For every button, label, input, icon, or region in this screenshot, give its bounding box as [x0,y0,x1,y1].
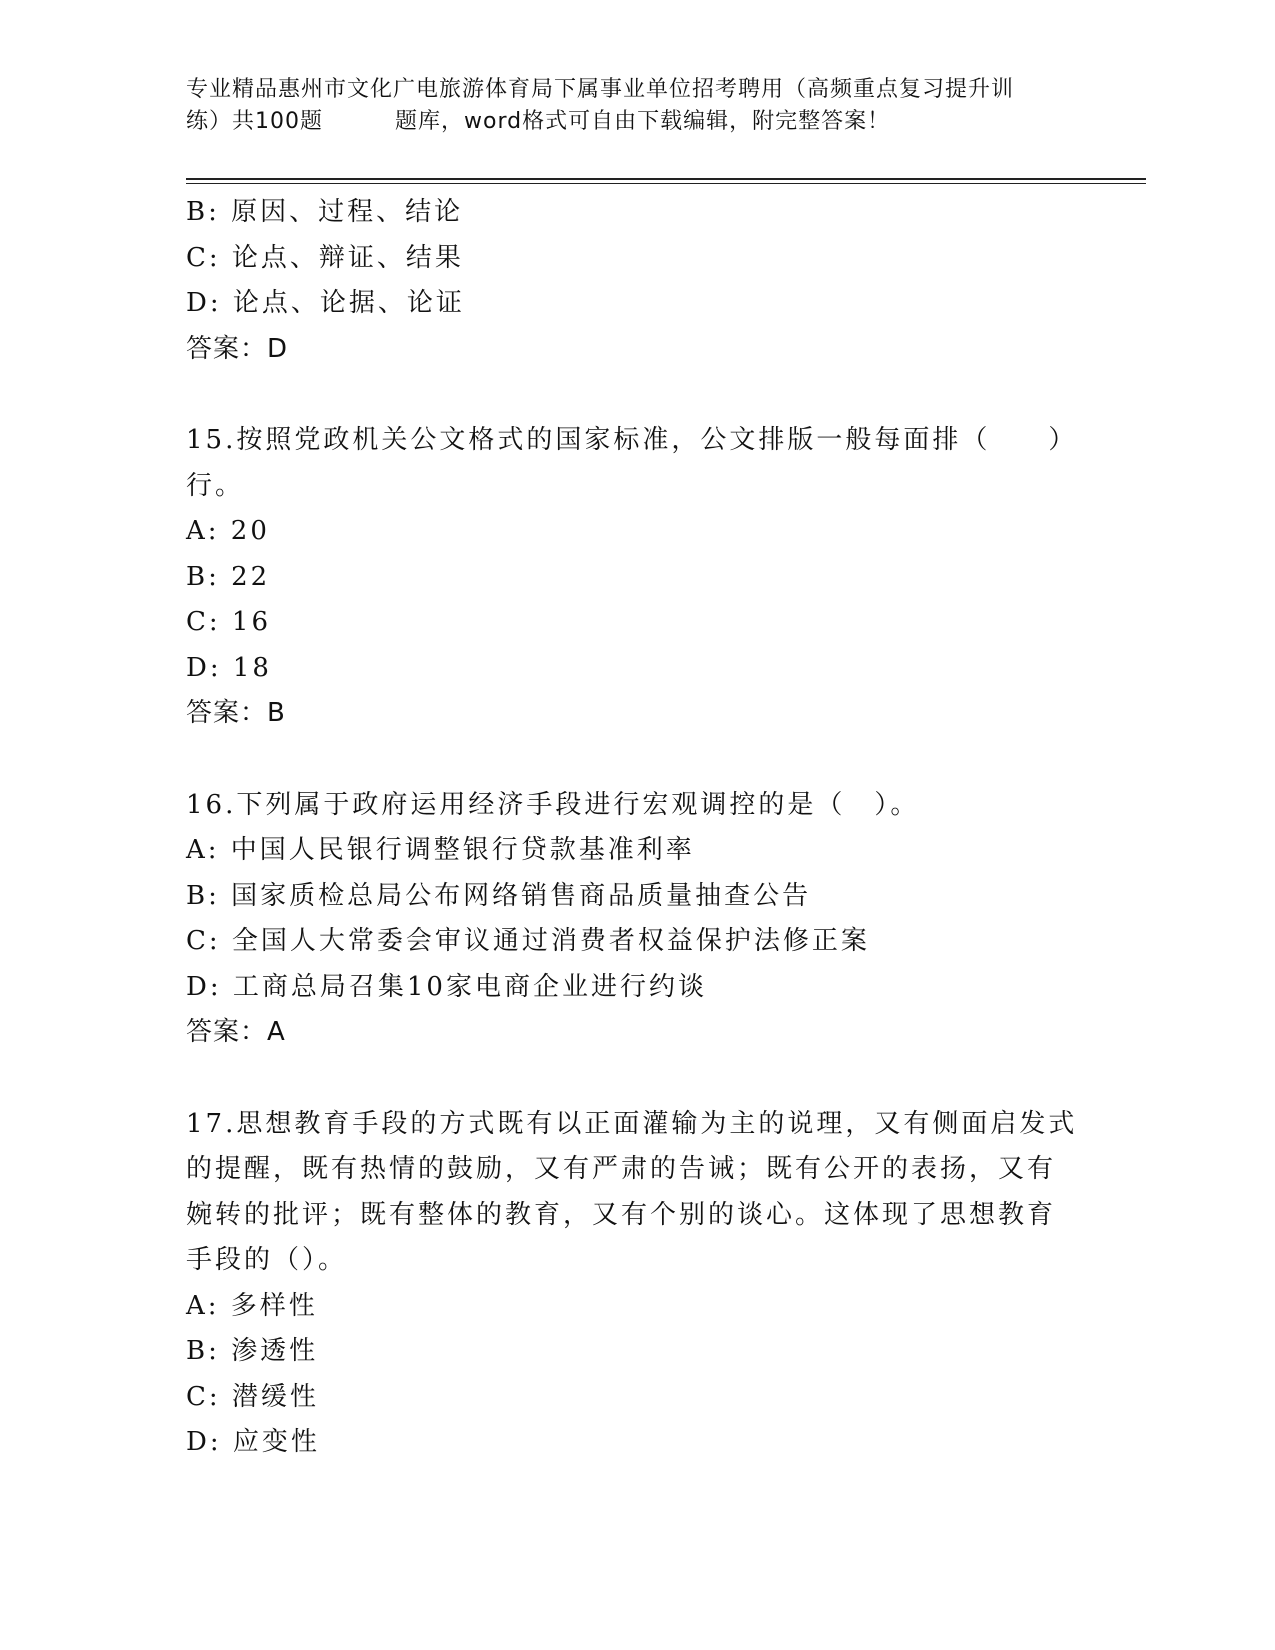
option-d: D: 18 [186,652,272,683]
option-b: B: 原因、过程、结论 [186,197,464,227]
header-line-2 [186,106,1086,138]
answer-14: 答案：D [186,333,289,364]
question-17-text-line-2: 的提醒，既有热情的鼓励，又有严肃的告诫；既有公开的表扬，又有 [186,1154,1057,1184]
option-b: B: 渗透性 [186,1336,319,1366]
option-d: D: 工商总局召集10家电商企业进行约谈 [186,971,707,1002]
document-header [186,74,1086,138]
question-15 [186,418,1086,737]
option-c: C: 16 [186,607,272,637]
question-17-text-line-4: 手段的（）。 [186,1245,348,1275]
option-b: B: 22 [186,561,271,592]
document-body [186,190,1086,1466]
option-a: A: 20 [186,516,270,546]
question-16 [186,783,1086,1056]
question-17-text-line-3: 婉转的批评；既有整体的教育，又有个别的谈心。这体现了思想教育 [186,1199,1057,1230]
option-b: B: 国家质检总局公布网络销售商品质量抽查公告 [186,880,812,911]
header-line-2-part-1: 练）共100题 [186,109,323,134]
option-c: C: 潜缓性 [186,1381,319,1412]
header-line-1: 专业精品惠州市文化广电旅游体育局下属事业单位招考聘用（高频重点复习提升训 [186,77,1015,102]
question-15-text-line-2: 行。 [186,470,245,501]
option-a: A: 多样性 [186,1290,318,1321]
question-17-text-line-1: 17.思想教育手段的方式既有以正面灌输为主的说理，又有侧面启发式 [186,1108,1078,1139]
answer-15: 答案：B [186,698,286,728]
option-a: A: 中国人民银行调整银行贷款基准利率 [186,835,695,865]
option-d: D: 应变性 [186,1427,320,1457]
header-rule-thin [186,183,1146,184]
question-17 [186,1102,1086,1466]
option-c: C: 论点、辩证、结果 [186,242,464,273]
question-14-continued [186,190,1086,372]
header-line-2-part-2: 题库，word格式可自由下载编辑，附完整答案！ [395,109,891,134]
option-c: C: 全国人大常委会审议通过消费者权益保护法修正案 [186,926,870,956]
option-d: D: 论点、论据、论证 [186,288,465,318]
question-15-text-line-1: 15.按照党政机关公文格式的国家标准，公文排版一般每面排（ ） [186,425,1078,455]
question-16-text-line-1: 16.下列属于政府运用经济手段进行宏观调控的是（ ）。 [186,789,920,820]
header-rule-thick [186,178,1146,180]
answer-16: 答案：A [186,1017,286,1047]
